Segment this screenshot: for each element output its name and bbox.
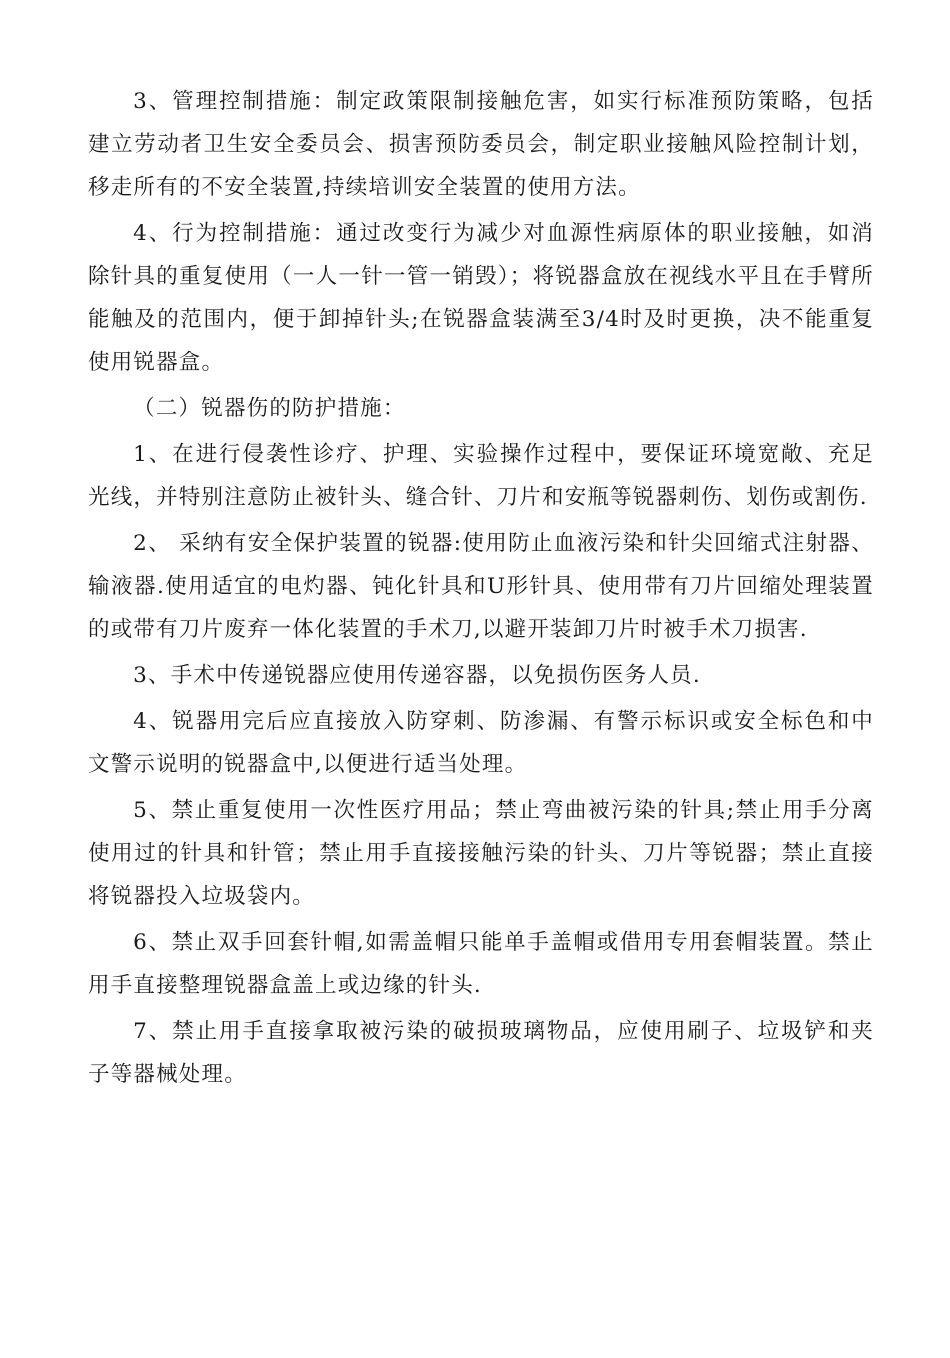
section-heading-sharps-protection: （二）锐器伤的防护措施： (133, 396, 406, 421)
paragraph-invasive-procedures: 1、在进行侵袭性诊疗、护理、实验操作过程中，要保证环境宽敞、充足光线，并特别注意防止被针头、缝合针、刀片和安瓶等锐器刺伤、划伤或割伤. (88, 442, 874, 510)
paragraph-broken-glass: 7、禁止用手直接拿取被污染的破损玻璃物品，应使用刷子、垃圾铲和夹子等器械处理。 (88, 1019, 874, 1087)
paragraph-prohibit-recapping: 6、禁止双手回套针帽,如需盖帽只能单手盖帽或借用专用套帽装置。禁止用手直接整理锐器盒盖上或边缘的针头. (88, 930, 874, 998)
paragraph-safety-devices: 2、 采纳有安全保护装置的锐器:使用防止血液污染和针尖回缩式注射器、输液器.使用适宜的电灼器、钝化针具和U形针具、使用带有刀片回缩处理装置的或带有刀片废弃一体化装置的手术刀,以避开装卸刀片时被手术刀损害. (88, 531, 874, 642)
paragraph-prohibit-reuse: 5、禁止重复使用一次性医疗用品；禁止弯曲被污染的针具;禁止用手分离使用过的针具和针管；禁止用手直接接触污染的针头、刀片等锐器；禁止直接将锐器投入垃圾袋内。 (88, 798, 874, 909)
document-body (88, 80, 874, 1099)
paragraph-transfer-container: 3、手术中传递锐器应使用传递容器，以免损伤医务人员. (133, 663, 701, 688)
paragraph-sharps-box: 4、锐器用完后应直接放入防穿刺、防渗漏、有警示标识或安全标色和中文警示说明的锐器盒中,以便进行适当处理。 (88, 709, 874, 777)
paragraph-management-control: 3、管理控制措施：制定政策限制接触危害，如实行标准预防策略，包括建立劳动者卫生安全委员会、损害预防委员会，制定职业接触风险控制计划，移走所有的不安全装置,持续培训安全装置的使用方法。 (88, 89, 874, 200)
paragraph-behavior-control: 4、行为控制措施：通过改变行为减少对血源性病原体的职业接触，如消除针具的重复使用（一人一针一管一销毁）；将锐器盒放在视线水平且在手臂所能触及的范围内，便于卸掉针头;在锐器盒装满至3/4时及时更换，决不能重复使用锐器盒。 (88, 221, 874, 375)
